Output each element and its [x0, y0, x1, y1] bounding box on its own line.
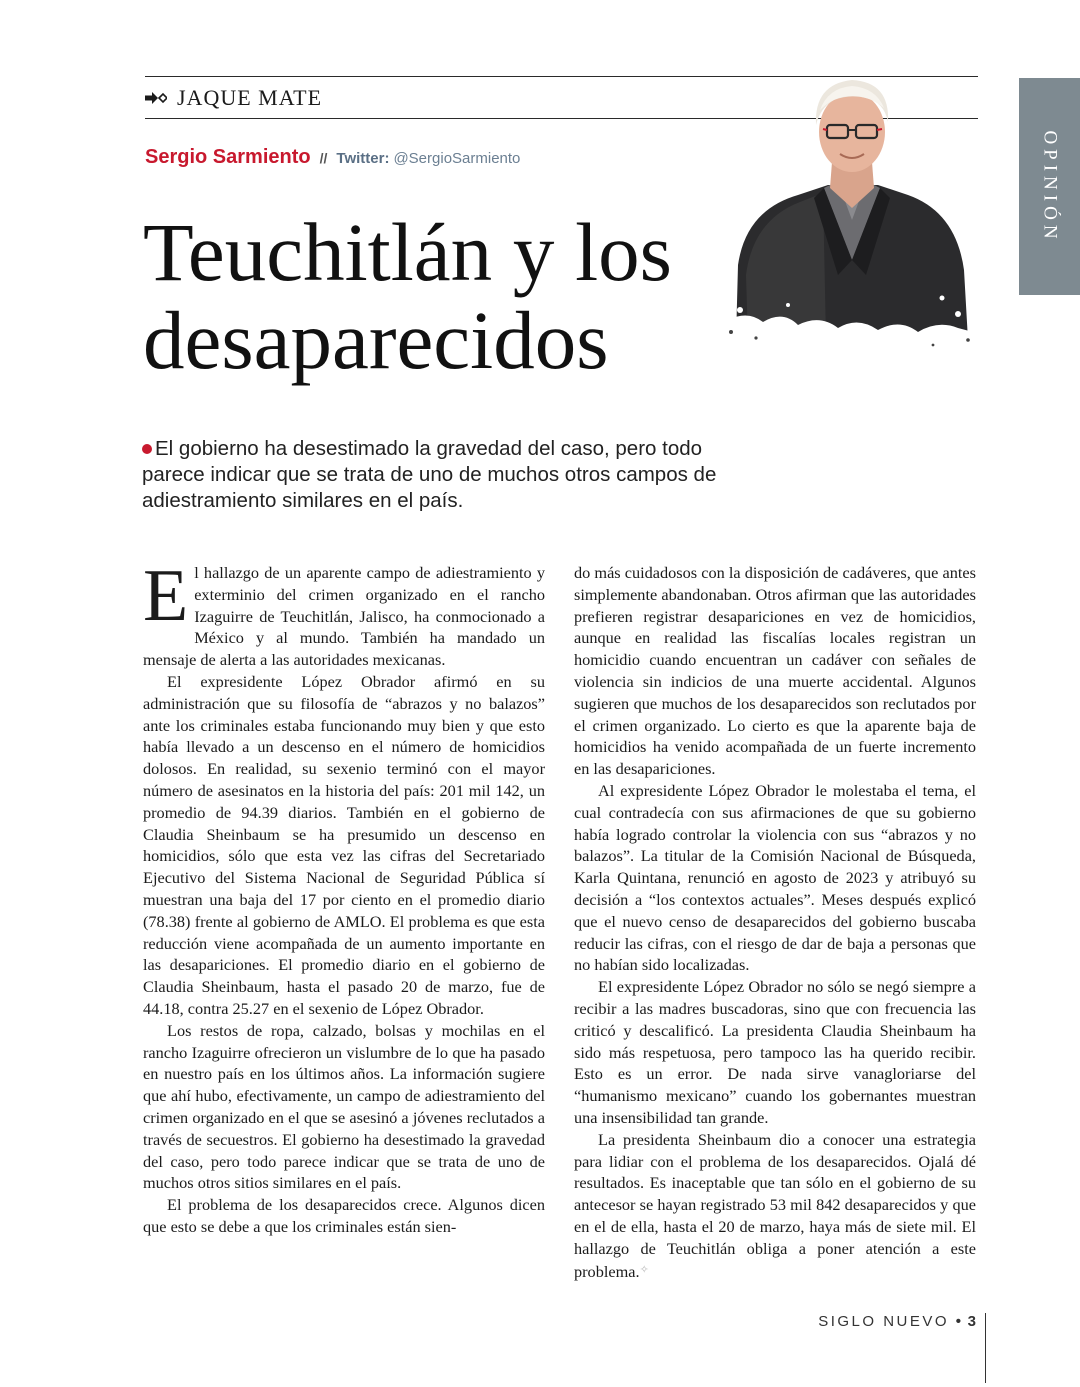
footer-rule — [985, 1313, 986, 1383]
paragraph: El expresidente López Obrador afirmó en su administración que su filosofía de “abrazos y no balazos” ante los criminales estaba funcionando muy bien y que esto había llevado a un descenso en el número de homicidios dolosos. En realidad, su sexenio terminó con el mayor número de asesinatos en la historia del país: 201 mil 142, un promedio de 94.39 diarios. También en el gobierno de Claudia Sheinbaum se ha presumido un descenso en homicidios, sólo que esta vez las cifras del Secretariado Ejecutivo del Sistema Nacional de Seguridad Pública sí muestran una baja del 17 por ciento en el promedio diario (78.38) frente al gobierno de AMLO. El problema es que esta reducción viene acompañada de un aumento importante en las desapariciones. El promedio diario en el gobierno de Claudia Sheinbaum, hasta el pasado 20 de marzo, fue de 44.18, contra 25.27 en el sexenio de López Obrador. — [143, 671, 545, 1018]
section-name: JAQUE MATE — [177, 85, 323, 110]
twitter-label: Twitter: — [336, 150, 390, 167]
paragraph: do más cuidadosos con la disposición de cadáveres, que antes simplemente abandonaban. Otros afirman que las autoridades prefieren registrar desapariciones en vez de homicidios, aunque en realidad las fiscalías locales registran un homicidio cuando encuentran un cadáver con señales de violencia sin indicios de una muerte accidental. Algunos sugieren que muchos de los desaparecidos son reclutados por el crimen organizado. Lo cierto es que la aparente baja de homicidios ha venido acompañada de un fuerte incremento en las desapariciones. — [574, 563, 976, 779]
paragraph-text: l hallazgo de un aparente campo de adiestramiento y exterminio del crimen organizado en el rancho Izaguirre de Teuchitlán, Jalisco, ha conmocionado a México y al mundo. También ha mandado un mensaje de alerta a las autoridades mexicanas. — [143, 563, 545, 670]
paragraph — [574, 1129, 976, 1283]
article-title: Teuchitlán y los desaparecidos — [143, 206, 672, 386]
paragraph: El expresidente López Obrador no sólo se negó siempre a recibir a las madres buscadoras, sino que con frecuencia las criticó y descalificó. La presidenta Claudia Sheinbaum ha sido más respetuosa, pero tampoco las ha querido recibir. Esto es un error. De nada sirve vanagloriarse del “humanismo mexicano” cuando los gobernantes muestran una insensibilidad tan grande. — [574, 977, 976, 1127]
paragraph — [143, 555, 545, 671]
article-column-1 — [143, 555, 545, 1238]
paragraph: Al expresidente López Obrador le molestaba el tema, el cual contradecía con sus afirmaciones de que su gobierno había logrado controlar la violencia con sus “abrazos y no balazos”. La titular de la Comisión Nacional de Búsqueda, Karla Quintana, renunció en agosto de 2023 y atribuyó su decisión a “los contextos actuales”. Meses después explicó que el nuevo censo de desaparecidos del gobierno buscaba reducir las cifras, con el riesgo de dar de baja a personas que no habían sido localizadas. — [574, 780, 976, 975]
byline-separator: // — [319, 150, 328, 166]
paragraph: Los restos de ropa, calzado, bolsas y mochilas en el rancho Izaguirre ofrecieron un vislumbre de lo que ha pasado en nuestro país en los últimos años. La información sugiere que ahí hubo, efectivamente, un campo de adiestramiento del crimen organizado en el que se asesinó a jóvenes reclutados a través de secuestros. El gobierno ha desestimado la gravedad del caso, pero todo parece indicar que se trata de uno de muchos otros sitios similares en el país. — [143, 1020, 545, 1193]
section-label — [145, 85, 322, 111]
author-portrait — [728, 70, 973, 360]
paragraph-text: La presidenta Sheinbaum dio a conocer una estrategia para lidiar con el problema de los desaparecidos. Ojalá dé resultados. Es inaceptable que tan sólo en el gobierno de su antecesor se hayan registrado 53 mil 842 desaparecidos y que en el de ella, hasta el 20 de marzo, haya más de siete mil. El hallazgo de Teuchitlán obliga a poner atención a este problema. — [574, 1129, 976, 1281]
opinion-tab — [1019, 78, 1080, 295]
article-column-2 — [574, 562, 976, 1282]
article-summary — [142, 436, 742, 514]
opinion-tab-label: OPINIÓN — [1039, 129, 1061, 244]
summary-text: El gobierno ha desestimado la gravedad del caso, pero todo parece indicar que se trata de uno de muchos otros campos de adiestramiento similares en el país. — [142, 437, 717, 512]
magazine-name: SIGLO NUEVO — [818, 1313, 950, 1330]
summary-bullet-icon — [142, 444, 152, 454]
end-mark-icon: ✧ — [639, 1263, 649, 1276]
twitter-handle[interactable]: @SergioSarmiento — [393, 150, 521, 167]
chess-knight-arrow-icon — [145, 92, 167, 104]
page-number: 3 — [967, 1313, 976, 1330]
footer-bullet: • — [955, 1313, 961, 1330]
page-footer — [818, 1313, 976, 1330]
paragraph: El problema de los desaparecidos crece. Algunos dicen que esto se debe a que los criminales están sien- — [143, 1195, 545, 1236]
drop-cap: E — [143, 555, 189, 637]
author-name: Sergio Sarmiento — [145, 146, 311, 168]
byline — [145, 146, 520, 169]
